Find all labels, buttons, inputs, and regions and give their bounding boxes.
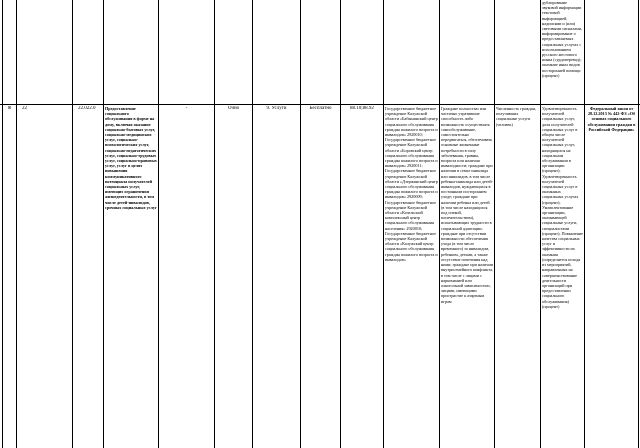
table-column-divider: [16, 0, 17, 448]
table-column-divider: [214, 0, 215, 448]
table-row-divider: [0, 104, 640, 105]
table-column-divider: [340, 0, 341, 448]
service-code: 22.022.0: [78, 106, 96, 111]
table-column-divider: [439, 0, 440, 448]
service-name: Предоставление социального обслуживания в форме на дому, включая оказание социально-бытовых услуг, социально-медицинских услуг, социально-психологических услуг, социально-педагогических услуг, социально-трудовых услуг, социально-правовых услуг, услуг в целях повышения коммуникативного потенциала получателей социальных услуг, имеющих ограничения жизнедеятельности, в том числе детей-инвалидов, срочных социальных услуг: [105, 106, 157, 210]
service-indicator: Численность граждан, получивших социальные услуги (человек): [496, 106, 536, 127]
table-column-divider: [252, 0, 253, 448]
table-column-divider: [540, 0, 541, 448]
service-payment: Бесплатно: [309, 106, 332, 111]
previous-row-quality-fragment: дублирование звуковой информации текстовой информацией, надписями и (или) световыми сигналами, информирование о предоставляемых социальных услугах с использованием русского жестового языка (сурдоперевод); оказание иных видов посторонней помощи (процент): [542, 0, 583, 78]
service-okved: 88.10;88.92: [350, 106, 374, 111]
table-column-divider: [494, 0, 495, 448]
service-dash: -: [185, 106, 188, 111]
table-column-divider: [72, 0, 73, 448]
service-quality: Удовлетворенность получателей социальных услуг, доля получателей социальных услуг в общем числе получателей социальных услуг, находящихся на социальном обслуживании в организации (процент); Удовлетворенность получателей социальных услуг в оказанных социальных услугах (процент); Укомплектование организации, оказывающей социальные услуги, специалистами (процент); Повышение качества социальных услуг и эффективности их оказания (определяется исходя из мероприятий, направленных на совершенствование деятельности организаций при предоставлении социального обслуживания) (процент): [542, 106, 583, 309]
table-border-right: [638, 0, 639, 448]
table-column-divider: [383, 0, 384, 448]
row-number: 8: [8, 106, 11, 111]
service-type: 9. Услуги: [266, 106, 287, 111]
table-border-left: [2, 0, 3, 448]
service-form: Очно: [227, 106, 240, 111]
service-law: Федеральный закон от 28.12.2013 № 442-ФЗ «Об основах социального обслуживания граждан в Российской Федерации»: [587, 106, 636, 132]
table-column-divider: [158, 0, 159, 448]
service-index: 22: [22, 106, 27, 111]
service-providers: Государственное бюджетное учреждение Калужской области «Бабынинский центр социального обслуживания граждан пожилого возраста и инвалидов» 2920010; Государственное бюджетное учреждение Калужской области «Боровский центр социального обслуживания граждан пожилого возраста и инвалидов» 2920011; Государственное бюджетное учреждение Калужской области «Дзержинский центр социального обслуживания граждан пожилого возраста и инвалидов» 2920009; Государственное бюджетное учреждение Калужской области «Козельский комплексный центр социального обслуживания населения» 2920010; Государственное бюджетное учреждение Калужской области «Калужский центр социального обслуживания граждан пожилого возраста и инвалидов»: [385, 106, 438, 262]
table-column-divider: [103, 0, 104, 448]
table-column-divider: [300, 0, 301, 448]
table-column-divider: [584, 0, 585, 448]
service-consumers: Граждане полностью или частично утратившие способность либо возможность осуществлять самообслуживание, самостоятельно передвигаться, обеспечивать основные жизненные потребности в силу заболевания, травмы, возраста или наличия инвалидности; граждане при наличии в семье инвалида или инвалидов, в том числе ребенка-инвалида или детей-инвалидов, нуждающихся в постоянном постороннем уходе; граждане при наличии ребенка или детей (в том числе находящихся под опекой, попечительством), испытывающих трудности в социальной адаптации; граждане при отсутствии возможности обеспечения ухода (в том числе временного) за инвалидом, ребенком, детьми, а также отсутствие попечения над ними; граждане при наличии внутрисемейного конфликта, в том числе с лицами с наркоманией или алкогольной зависимостью, лицами, имеющими пристрастие к азартным играм: [441, 106, 493, 304]
